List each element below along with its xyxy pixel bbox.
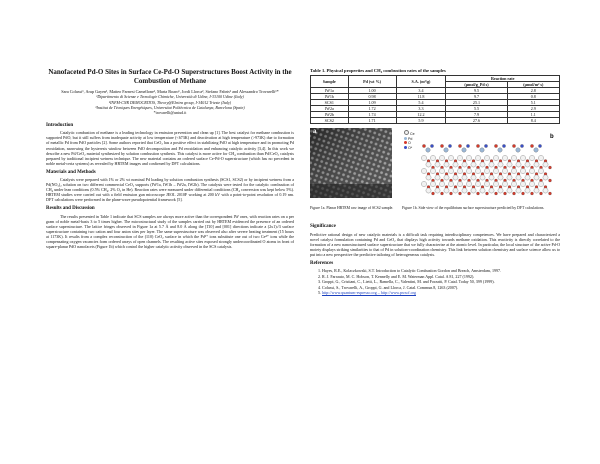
o-atom: [512, 144, 515, 147]
properties-table: [310, 75, 560, 124]
th-rate-per-gram: (μmol/g_Pd s): [446, 82, 507, 88]
figure-1b-caption: Figure 1b. Side view of the equilibrium surface superstructure predicted by DFT calculations.: [402, 206, 545, 210]
ce-atom: [457, 155, 462, 160]
right-column: [310, 68, 560, 296]
reference-4: 4. Colussi, S., Trovarelli, A., Groppi, G. and Llorca, J. Catal. Commun.8, 1263 (2007).: [322, 285, 560, 290]
legend-o-star: O*: [404, 146, 415, 151]
ce-atom: [520, 155, 525, 160]
significance-heading: Significance: [310, 224, 336, 229]
ce-atom: [520, 181, 525, 186]
o-atom: [450, 192, 453, 195]
ce-atom: [430, 168, 435, 173]
pd-atom: [534, 148, 538, 152]
o-atom: [494, 144, 497, 147]
o-atom: [432, 192, 435, 195]
hrtem-lattice-graphic: [310, 128, 392, 198]
legend-pd: Pd: [404, 137, 415, 142]
o-star-atom: [520, 144, 523, 147]
figure-captions: [310, 206, 560, 220]
table-cell: 1.1: [507, 112, 559, 118]
ce-atom: [430, 181, 435, 186]
table-cell: SCS2: [311, 118, 349, 124]
ce-atom: [426, 188, 431, 193]
ce-atom: [471, 175, 476, 180]
o-star-atom: [538, 144, 541, 147]
table-cell: 1.09: [348, 100, 396, 106]
table-cell: 2.8: [507, 88, 559, 94]
table-cell: 0.98: [348, 94, 396, 100]
pd-atom: [444, 148, 448, 152]
ce-atom: [534, 162, 539, 167]
table-cell: 27.6: [446, 118, 507, 124]
ce-atom: [529, 155, 534, 160]
ce-atom: [466, 168, 471, 173]
ce-atom: [435, 175, 440, 180]
left-column: [46, 68, 294, 249]
ce-atom: [520, 168, 525, 173]
ce-atom: [511, 155, 516, 160]
o-atom: [549, 179, 552, 182]
pd-atom: [516, 148, 520, 152]
dft-structure-image: [402, 128, 560, 198]
ce-atom: [543, 162, 548, 167]
ce-atom: [484, 155, 489, 160]
o-atom: [468, 192, 471, 195]
results-text: The results presented in Table 1 indicate that SCS samples are always more active than the correspondent IW ones, with reaction rates on a per gram of noble metal-basis 3 to 5 times higher. The microstructural study of the samples carried out by HRTEM evidenced the presence of an ordered surface superstructure. The lattice fringes observed in Figure 1a at 5.7 Å and 8.0 Å along the [1̄10] and [001] directions indicate a (2x1)√3 surface superstructure containing two cation and four anion sites per layer. The same superstructure was observed also after severe heating treatment (15 hours at 1173K). It results from a complex reconstruction of the (110) CeO₂ surface in which the Pd²⁺ ions substitute one out of two Ce⁴⁺ ions while the compensating oxygen vacancies form ordered arrays of open channels. The resulting active sites exposed strongly undercoordinated O atoms in front of square-planar PdO nanofacets (Figure 1b) which control the higher catalytic activity observed in the SCS catalysts.: [46, 213, 294, 250]
ce-atom: [462, 175, 467, 180]
table-cell: 1.71: [348, 118, 396, 124]
ce-atom: [507, 175, 512, 180]
hrtem-image: [310, 128, 392, 198]
author-list: Sara Colussi¹, Arup Gayen¹, Matteo Farnesi Camellone¹, Marta Boaro¹, Jordi Llorca², Stefano Fabris³ and Alessandro Trovarelli¹*: [61, 89, 279, 94]
o-atom: [459, 192, 462, 195]
th-sa: S.A. (m²/g): [396, 76, 446, 88]
th-reaction-rate: Reaction rate: [446, 76, 560, 82]
table-cell: IW2a: [311, 106, 349, 112]
intro-heading: Introduction: [46, 122, 74, 128]
table-caption: Table 1. Physical properties and CH₄ combustion rates of the samples: [310, 68, 446, 73]
corresponding-email[interactable]: *trovarelli@uniud.it: [153, 109, 187, 115]
ce-atom: [489, 162, 494, 167]
o-atom: [522, 192, 525, 195]
ce-atom: [444, 188, 449, 193]
ce-atom: [507, 188, 512, 193]
table-cell: 9.5: [446, 88, 507, 94]
o-atom: [477, 192, 480, 195]
pd-atom: [480, 148, 484, 152]
ce-atom: [489, 188, 494, 193]
ce-atom: [543, 188, 548, 193]
o-star-atom: [484, 144, 487, 147]
references-heading: References: [310, 260, 334, 266]
ce-atom: [498, 175, 503, 180]
ce-atom: [480, 175, 485, 180]
table-cell: 11.8: [396, 94, 446, 100]
ce-atom: [493, 155, 498, 160]
ce-atom: [448, 155, 453, 160]
reference-1: 1. Hayes, R.E., Kolaczkowski, S.T. Introduction to Catalytic Combustion Gordon and Breach, Amsterdam, 1997.: [322, 268, 560, 273]
ce-atom: [538, 168, 543, 173]
o-atom: [540, 192, 543, 195]
ce-atom: [457, 181, 462, 186]
table-cell: IW1b: [311, 94, 349, 100]
ce-atom: [525, 162, 530, 167]
figure-b-label: b: [550, 134, 554, 140]
ce-atom: [453, 162, 458, 167]
table-row: [311, 118, 560, 124]
table-cell: 2.9: [507, 106, 559, 112]
ce-atom: [426, 162, 431, 167]
figure-1a-caption: Figure 1a. Planar HRTEM raw image of SCS2 sample.: [310, 206, 394, 210]
table-cell: 1.00: [348, 88, 396, 94]
pd-atom: [498, 148, 502, 152]
ce-atom: [493, 181, 498, 186]
legend-o: O: [404, 141, 415, 146]
reference-5: [322, 290, 560, 295]
ce-atom: [538, 181, 543, 186]
ce-atom: [475, 168, 480, 173]
ce-atom: [475, 155, 480, 160]
ce-atom: [462, 188, 467, 193]
table-cell: 0.8: [507, 94, 559, 100]
ce-atom: [426, 175, 431, 180]
ce-atom: [448, 181, 453, 186]
ce-atom: [439, 155, 444, 160]
table-cell: IW1a: [311, 88, 349, 94]
o-star-atom: [448, 144, 451, 147]
methods-heading: Materials and Methods: [46, 169, 96, 175]
dft-structure-graphic: [402, 128, 560, 198]
o-atom: [549, 166, 552, 169]
o-atom: [549, 192, 552, 195]
o-atom: [513, 192, 516, 195]
ce-atom: [453, 175, 458, 180]
reference-2: 2. R. J. Farrauto, M. C. Hobson, T. Kennelly and E. M. Waterman Appl. Catal. A 81, 227 (1992).: [322, 274, 560, 279]
ce-atom: [489, 175, 494, 180]
o-atom: [422, 144, 425, 147]
table-cell: 3.3: [396, 106, 446, 112]
ce-atom: [462, 162, 467, 167]
ce-atom: [534, 188, 539, 193]
o-star-atom: [502, 144, 505, 147]
o-atom: [495, 192, 498, 195]
ce-atom: [498, 162, 503, 167]
o-atom: [441, 192, 444, 195]
table-cell: 5.4: [396, 100, 446, 106]
ce-atom: [516, 162, 521, 167]
ce-atom: [421, 181, 426, 186]
ce-atom: [480, 162, 485, 167]
ce-atom: [448, 168, 453, 173]
methods-text: Catalysts were prepared with 1% or 2% wt nominal Pd loading by solution combustion synthesis (SCS1, SCS2) or by incipient wetness from a Pd(NO₃)₂ solution on two different commercial CeO₂ supports (IW1a, IW1b – IW2a, IW2b). The catalysts were tested for the catalytic combustion of CH₄ under lean conditions (0.5% CH₄, 2% O₂ in He). Reaction rates were measured under differential conditions (CH₄ conversion was kept below 5%). HRTEM studies were carried out with a field emission gun microscope JEOL 2010F working at 200 kV with a point-to-point resolution of 0.19 nm. DFT calculations were performed in the plane-wave pseudopotential framework [5].: [46, 177, 294, 203]
o-atom: [486, 192, 489, 195]
ce-atom: [430, 155, 435, 160]
o-atom: [476, 144, 479, 147]
table-cell: 8.4: [507, 118, 559, 124]
reference-list: [310, 268, 560, 295]
results-heading: Results and Discussion: [46, 206, 95, 212]
ce-atom: [453, 188, 458, 193]
ce-atom: [466, 155, 471, 160]
o-atom: [530, 144, 533, 147]
ce-atom: [516, 175, 521, 180]
ce-atom: [502, 168, 507, 173]
ce-atom: [525, 175, 530, 180]
ce-atom: [529, 181, 534, 186]
ce-atom: [435, 162, 440, 167]
th-rate-per-area: (μmol/m² s): [507, 82, 559, 88]
ce-atom: [444, 162, 449, 167]
ce-atom: [435, 188, 440, 193]
o-atom: [458, 144, 461, 147]
atom-legend: [404, 130, 415, 150]
table-cell: SCS1: [311, 100, 349, 106]
ce-atom: [471, 162, 476, 167]
table-cell: 25.1: [446, 100, 507, 106]
table-body: [311, 88, 560, 124]
affiliation-2: ²INFM-CNR DEMOCRITOS, Theory@Elettra group, I-34012 Trieste (Italy): [108, 99, 232, 105]
ce-atom: [502, 155, 507, 160]
table-cell: 1.74: [348, 112, 396, 118]
ce-atom: [525, 188, 530, 193]
ce-atom: [466, 181, 471, 186]
table-cell: 9.7: [446, 94, 507, 100]
legend-ce: Ce: [404, 130, 415, 137]
o-atom: [531, 192, 534, 195]
ce-atom: [516, 188, 521, 193]
ce-atom: [511, 168, 516, 173]
ce-atom: [457, 168, 462, 173]
table-cell: 12.2: [396, 112, 446, 118]
reference-5-link[interactable]: http://www.quantum-espresso.org – http://www.pwscf.org: [322, 290, 416, 296]
ce-atom: [439, 168, 444, 173]
ce-atom: [543, 175, 548, 180]
table-cell: 5.1: [507, 100, 559, 106]
ce-atom: [534, 175, 539, 180]
ce-atom: [475, 181, 480, 186]
intro-text: Catalytic combustion of methane is a leading technology in emission prevention and clean up [1]. The best catalyst for methane combustion is supported PdO, but it still suffers from inadequate activity at low temperature (<673K) and deactivation at high temperature (>973K) due to formation of metallic Pd from PdO particles [2]. Some authors reported that CeO₂ has a positive effect in stabilizing PdO at high temperature and in promoting Pd reoxidation, narrowing the hysteresis window between PdO decomposition and Pd reoxidation and enhancing catalytic activity [3,4]. In this work we describe a new Pd/CeO₂ material synthesized by solution combustion synthesis. This catalyst is more active for CH₄ combustion than Pd/CeO₂ catalysts prepared by traditional incipient wetness technique. The new material contains an ordered surface Ce-Pd-O superstructure (which has no precedent in noble metal-ceria systems) as revealed by HRTEM images and confirmed by DFT calculations.: [46, 130, 294, 166]
th-pd: Pd (wt %): [348, 76, 396, 88]
ce-atom: [484, 181, 489, 186]
ce-atom: [507, 162, 512, 167]
th-sample: Sample: [311, 76, 349, 88]
ce-atom: [480, 188, 485, 193]
significance-text: Predictive rational design of new catalytic materials is a difficult task requiring interdisciplinary competences. We have prepared and characterized a novel catalyst formulation containing Pd and CeO₂ that displays high activity towards methane oxidation. This reactivity is directly correlated to the formation of a new nanostructured surface superstructure that we fully characterize at the atomic level. In particular, the local structure of the active Pd-O moiety displays striking similarities to that of Pd in solution-coordination chemistry. This link between solution chemistry and surface science allow us to put into a new perspective the predictive tailoring of heterogeneous catalysts.: [310, 231, 560, 257]
ce-atom: [444, 175, 449, 180]
figure-a-label: a: [313, 129, 317, 135]
o-atom: [440, 144, 443, 147]
reference-3: 3. Groppi, G., Cristiani, C., Lietti, L., Ramella, C., Valentini, M. and Forzatti, P. Catal. Today 50, 399 (1999).: [322, 279, 560, 284]
ce-atom: [484, 168, 489, 173]
ce-atom: [493, 168, 498, 173]
table-cell: 5.5: [446, 106, 507, 112]
ce-atom: [538, 155, 543, 160]
table-cell: 3.4: [396, 88, 446, 94]
figure-panel: [310, 128, 560, 206]
affiliation-1: ¹Dipartimento di Scienze e Tecnologie Chimiche, Università di Udine, I-33100 Udine (Italy): [96, 94, 244, 100]
table-cell: 1.72: [348, 106, 396, 112]
table-cell: 7.9: [446, 112, 507, 118]
o-star-atom: [430, 144, 433, 147]
o-atom: [504, 192, 507, 195]
o-star-atom: [466, 144, 469, 147]
ce-atom: [498, 188, 503, 193]
ce-atom: [421, 155, 426, 160]
ce-atom: [511, 181, 516, 186]
ce-atom: [529, 168, 534, 173]
ce-atom: [471, 188, 476, 193]
ce-atom: [502, 181, 507, 186]
table-cell: 5.9: [396, 118, 446, 124]
ce-atom: [439, 181, 444, 186]
pd-atom: [426, 148, 430, 152]
paper-title: Nanofaceted Pd-O Sites in Surface Ce-Pd-O Superstructures Boost Activity in the Combustion of Methane: [48, 68, 292, 85]
table-cell: IW2b: [311, 112, 349, 118]
ce-atom: [421, 168, 426, 173]
affiliation-3: ³Institut de Tècniques Energètiques, Universitat Politècnica de Catalunya, Barcelona (Spain): [95, 104, 245, 110]
pd-atom: [462, 148, 466, 152]
